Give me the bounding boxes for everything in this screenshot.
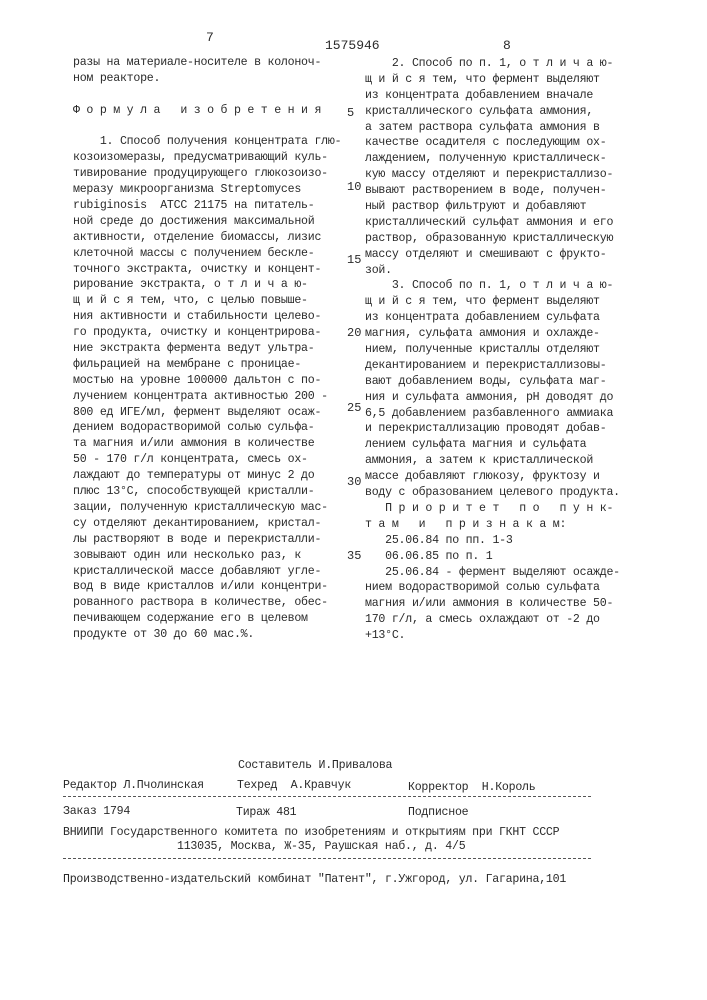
text-line: рирование экстракта, о т л и ч а ю-: [73, 278, 308, 292]
page-number-right: 8: [503, 38, 511, 53]
text-line: точного экстракта, очистку и концент-: [73, 262, 322, 276]
order-number: Заказ 1794: [63, 805, 131, 818]
left-column-text: [73, 55, 341, 643]
text-line: ние экстракта фермента ведут ультра-: [73, 342, 315, 356]
text-line: зой.: [365, 263, 392, 277]
text-line: ния и сульфата аммония, pH доводят до: [365, 390, 614, 404]
text-line: из концентрата добавлением сульфата: [365, 311, 600, 325]
patent-number: 1575946: [325, 38, 380, 53]
text-line: зовывают один или несколько раз, к: [73, 548, 302, 562]
text-line: щ и й с я тем, что фермент выделяют: [365, 72, 600, 86]
text-line: дением водорастворимой солью сульфа-: [73, 421, 315, 435]
text-line: продукте от 30 до 60 мас.%.: [73, 628, 255, 642]
text-line: ный раствор фильтруют и добавляют: [365, 200, 587, 214]
text-line: нием, полученные кристаллы отделяют: [365, 343, 600, 357]
text-line: рованного раствора в количестве, обес-: [73, 596, 328, 610]
line-number: 35: [347, 549, 362, 563]
text-line: т а м и п р и з н а к а м:: [365, 517, 567, 531]
text-line: ной среде до достижения максимальной: [73, 214, 315, 228]
text-line: та магния и/или аммония в количестве: [73, 437, 315, 451]
text-line: щ и й с я тем, что, с целью повыше-: [73, 294, 308, 308]
text-line: декантированием и перекристаллизовы-: [365, 358, 607, 372]
compiler: Составитель И.Привалова: [238, 759, 393, 772]
text-line: щ и й с я тем, что фермент выделяют: [365, 295, 600, 309]
text-line: клеточной массы с получением бескле-: [73, 246, 315, 260]
text-line: меразу микроорганизма Streptomyces: [73, 183, 302, 197]
subscription: Подписное: [408, 806, 469, 819]
text-line: качестве осадителя с последующим ох-: [365, 136, 607, 150]
text-line: П р и о р и т е т п о п у н к-: [365, 501, 614, 515]
text-line: 50 - 170 г/л концентрата, смесь ох-: [73, 453, 308, 467]
text-line: лы растворяют в воде и перекристалли-: [73, 532, 322, 546]
line-number: 30: [347, 475, 362, 489]
text-line: плюс 13°C, способствующей кристалли-: [73, 485, 315, 499]
line-number: 25: [347, 401, 362, 415]
text-line: нием водорастворимой солью сульфата: [365, 581, 600, 595]
text-line: козоизомеразы, предусматривающий куль-: [73, 151, 328, 165]
text-line: массу отделяют и смешивают с фрукто-: [365, 247, 607, 261]
text-line: су отделяют декантированием, кристал-: [73, 516, 322, 530]
text-line: лучением концентрата активностью 200 -: [73, 389, 328, 403]
text-line: тивирование продуцирующего глюкозоизо-: [73, 167, 328, 181]
text-line: печивающем содержание его в целевом: [73, 612, 308, 626]
text-line: [73, 119, 341, 135]
text-line: ном реакторе.: [73, 71, 161, 85]
text-line: 06.06.85 по п. 1: [365, 549, 493, 563]
text-line: го продукта, очистку и концентрирова-: [73, 326, 322, 340]
text-line: 25.06.84 - фермент выделяют осажде-: [365, 565, 620, 579]
text-line: rubiginosis ATCC 21175 на питатель-: [73, 199, 315, 213]
text-line: 2. Способ по п. 1, о т л и ч а ю-: [365, 57, 614, 70]
text-line: лением сульфата магния и сульфата: [365, 438, 587, 452]
text-line: кристаллический сульфат аммония и его: [365, 215, 614, 229]
line-number: 20: [347, 326, 362, 340]
text-line: 1. Способ получения концентрата глю-: [73, 135, 342, 149]
text-line: активности, отделение биомассы, лизис: [73, 230, 322, 244]
text-line: кристаллической массе добавляют угле-: [73, 564, 322, 578]
divider: [63, 796, 591, 797]
text-line: вод в виде кристаллов и/или концентри-: [73, 580, 328, 594]
text-line: аммония, а затем к кристаллической: [365, 454, 594, 468]
text-line: лаждением, полученную кристаллическ-: [365, 152, 607, 166]
institute-address: 113035, Москва, Ж-35, Раушская наб., д. 4/5: [177, 840, 466, 853]
text-line: магния, сульфата аммония и охлажде-: [365, 327, 600, 341]
text-line: магния и/или аммония в количестве 50-: [365, 597, 614, 611]
text-line: 800 ед ИГЕ/мл, фермент выделяют осаж-: [73, 405, 322, 419]
corrector: Корректор Н.Король: [408, 781, 536, 794]
text-line: кристаллического сульфата аммония,: [365, 104, 594, 118]
line-number: 15: [347, 253, 362, 267]
text-line: разы на материале-носителе в колоноч-: [73, 56, 322, 69]
text-line: 6,5 добавлением разбавленного аммиака: [365, 406, 614, 420]
text-line: +13°C.: [365, 629, 406, 643]
line-number: 5: [347, 106, 355, 120]
institute-line-1: ВНИИПИ Государственного комитета по изобретениям и открытиям при ГКНТ СССР: [63, 826, 560, 839]
text-line: [73, 87, 341, 103]
line-number: 10: [347, 180, 362, 194]
text-line: 25.06.84 по пп. 1-3: [365, 533, 513, 547]
text-line: зации, полученную кристаллическую мас-: [73, 500, 328, 514]
text-line: 3. Способ по п. 1, о т л и ч а ю-: [365, 279, 614, 293]
text-line: лаждают до температуры от минус 2 до: [73, 469, 315, 483]
techred: Техред А.Кравчук: [237, 779, 352, 792]
text-line: фильрацией на мембране с проницае-: [73, 357, 302, 371]
editor: Редактор Л.Пчолинская: [63, 779, 204, 792]
text-line: раствор, образованную кристаллическую: [365, 231, 614, 245]
text-line: мостью на уровне 100000 дальтон с по-: [73, 373, 322, 387]
text-line: Ф о р м у л а и з о б р е т е н и я: [73, 103, 322, 117]
text-line: вывают растворением в воде, получен-: [365, 184, 607, 198]
text-line: из концентрата добавлением вначале: [365, 88, 594, 102]
right-column-text: [365, 56, 620, 644]
text-line: ния активности и стабильности целево-: [73, 310, 322, 324]
divider: [63, 858, 591, 859]
text-line: вают добавлением воды, сульфата маг-: [365, 374, 607, 388]
circulation: Тираж 481: [236, 806, 297, 819]
text-line: 170 г/л, а смесь охлаждают от -2 до: [365, 613, 600, 627]
text-line: воду с образованием целевого продукта.: [365, 486, 620, 500]
text-line: кую массу отделяют и перекристаллизо-: [365, 168, 614, 182]
text-line: массе добавляют глюкозу, фруктозу и: [365, 470, 600, 484]
page-number-left: 7: [206, 30, 214, 45]
publisher: Производственно-издательский комбинат "Патент", г.Ужгород, ул. Гагарина,101: [63, 873, 567, 886]
text-line: а затем раствора сульфата аммония в: [365, 120, 600, 134]
text-line: и перекристаллизацию проводят добав-: [365, 422, 607, 436]
